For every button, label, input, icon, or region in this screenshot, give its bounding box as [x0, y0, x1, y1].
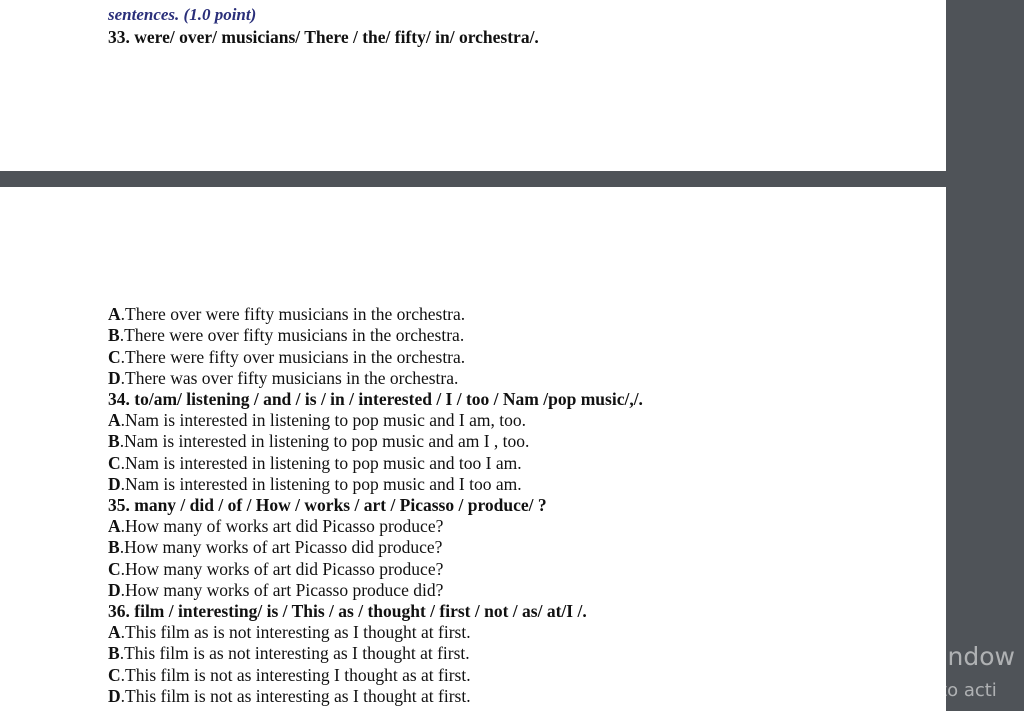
q34-option-d — [108, 474, 522, 494]
document-page-top — [0, 0, 946, 171]
question-36-stem: 36. film / interesting/ is / This / as / thought / first / not / as/ at/I /. — [108, 601, 587, 621]
q36-option-b — [108, 643, 470, 663]
option-text: .This film is not as interesting as I thought at first. — [120, 686, 471, 706]
option-text: .Nam is interested in listening to pop music and too I am. — [120, 453, 522, 473]
option-letter: B — [108, 537, 120, 557]
q36-option-d — [108, 686, 471, 706]
option-text: .How many works of art did Picasso produce? — [120, 559, 444, 579]
option-letter: A — [108, 622, 121, 642]
question-33-stem: 33. were/ over/ musicians/ There / the/ fifty/ in/ orchestra/. — [108, 27, 539, 47]
option-letter: D — [108, 686, 121, 706]
option-text: .How many of works art did Picasso produce? — [120, 516, 444, 536]
q33-option-c — [108, 347, 465, 367]
option-letter: D — [108, 474, 121, 494]
option-letter: C — [108, 347, 121, 367]
instruction-text: sentences. (1.0 point) — [108, 5, 257, 24]
option-text: .There over were fifty musicians in the orchestra. — [120, 304, 466, 324]
option-letter: D — [108, 368, 121, 388]
option-text: .This film as is not interesting as I thought at first. — [120, 622, 471, 642]
option-letter: A — [108, 516, 121, 536]
option-text: .There was over fifty musicians in the orchestra. — [120, 368, 459, 388]
option-text: .This film is as not interesting as I thought at first. — [119, 643, 470, 663]
option-letter: B — [108, 431, 120, 451]
q36-option-a — [108, 622, 471, 642]
q33-option-d — [108, 368, 458, 388]
q33-option-b — [108, 325, 464, 345]
page-separator — [0, 171, 946, 187]
option-letter: C — [108, 453, 121, 473]
option-letter: B — [108, 325, 120, 345]
option-text: .How many works of art Picasso produce did? — [120, 580, 444, 600]
option-letter: C — [108, 665, 121, 685]
option-text: .Nam is interested in listening to pop music and I too am. — [120, 474, 522, 494]
q34-option-a — [108, 410, 526, 430]
q36-option-c — [108, 665, 471, 685]
question-35-stem: 35. many / did / of / How / works / art / Picasso / produce/ ? — [108, 495, 547, 515]
option-letter: D — [108, 580, 121, 600]
option-text: .Nam is interested in listening to pop music and am I , too. — [119, 431, 530, 451]
option-letter: A — [108, 304, 121, 324]
activation-watermark-subtitle: Go to Settings to acti — [806, 680, 997, 701]
activation-watermark-title: Activate Window — [806, 642, 1015, 671]
q34-option-b — [108, 431, 529, 451]
option-text: .There were fifty over musicians in the orchestra. — [120, 347, 466, 367]
option-letter: B — [108, 643, 120, 663]
q35-option-b — [108, 537, 442, 557]
q34-option-c — [108, 453, 522, 473]
option-text: .There were over fifty musicians in the orchestra. — [119, 325, 465, 345]
q35-option-a — [108, 516, 443, 536]
option-text: .Nam is interested in listening to pop music and I am, too. — [120, 410, 526, 430]
q35-option-c — [108, 559, 443, 579]
q33-option-a — [108, 304, 465, 324]
option-letter: C — [108, 559, 121, 579]
question-34-stem: 34. to/am/ listening / and / is / in / interested / I / too / Nam /pop music/,/. — [108, 389, 643, 409]
option-text: .This film is not as interesting I thought as at first. — [120, 665, 471, 685]
option-letter: A — [108, 410, 121, 430]
q35-option-d — [108, 580, 443, 600]
option-text: .How many works of art Picasso did produce? — [119, 537, 443, 557]
